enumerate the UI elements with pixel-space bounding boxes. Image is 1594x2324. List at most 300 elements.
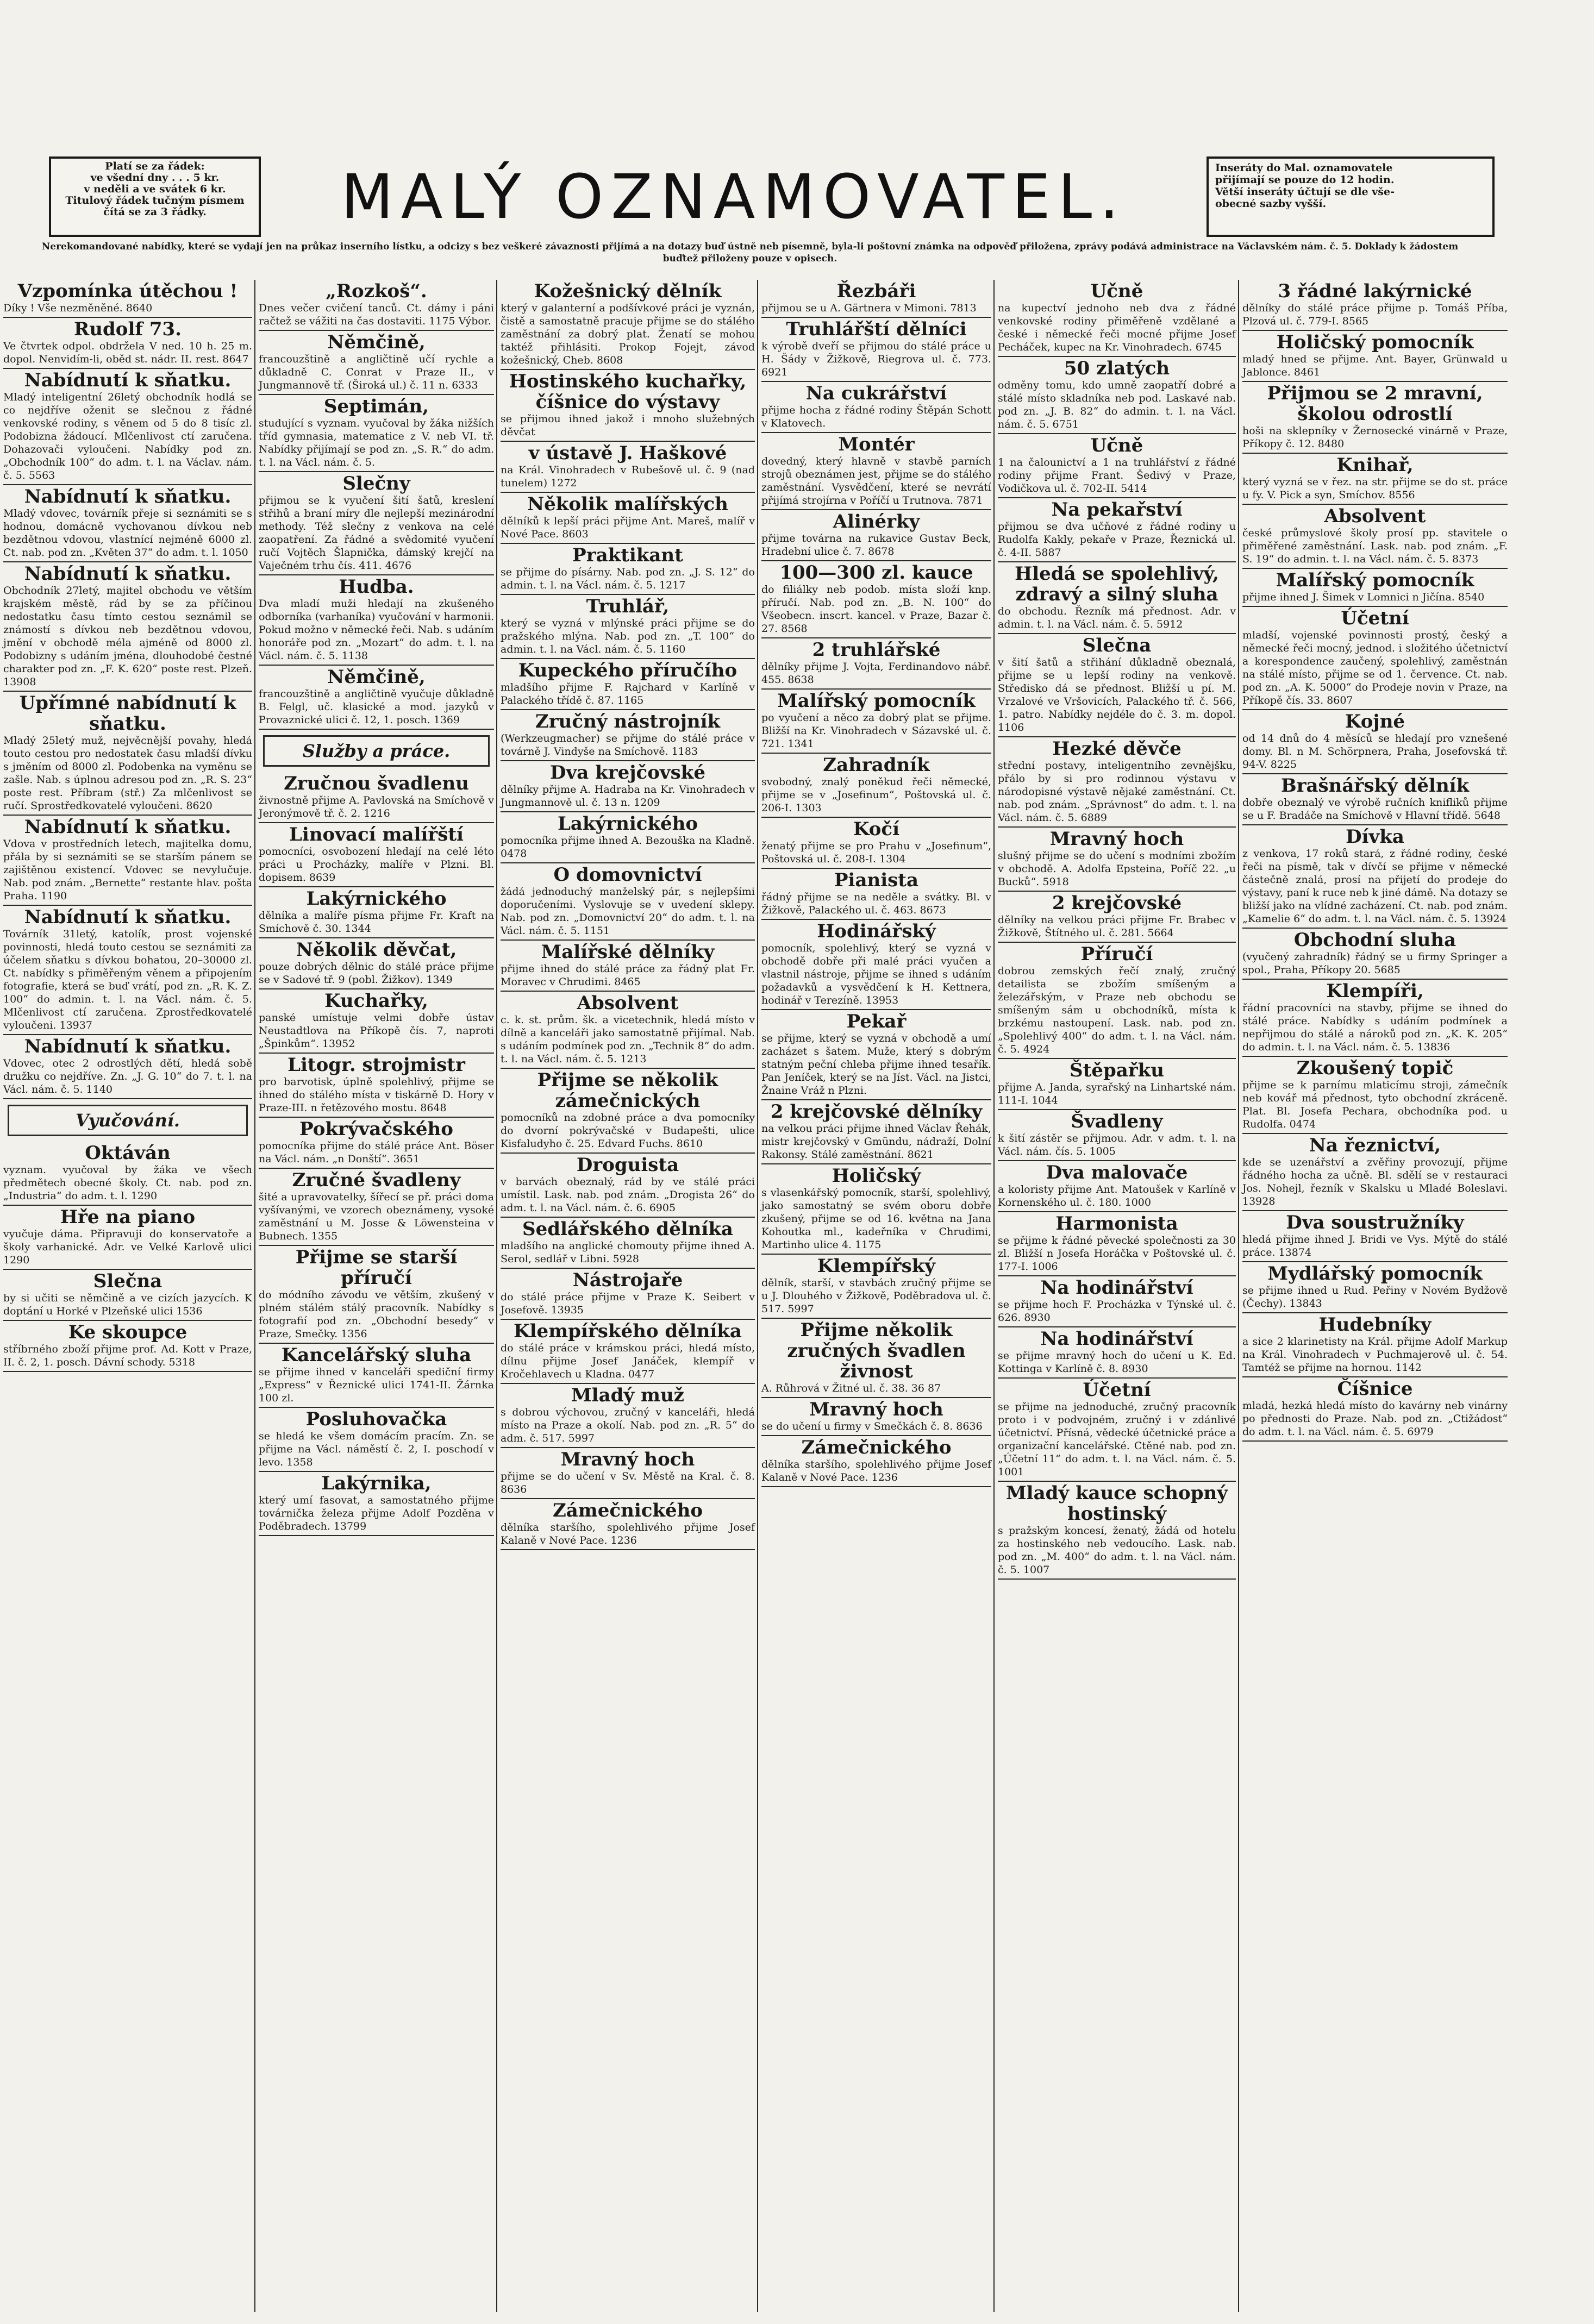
classified-ad (259, 666, 494, 730)
ad-title: Alinérky (833, 511, 920, 533)
ad-title: Hudba. (339, 576, 414, 598)
ad-body: dělníky na velkou práci přijme Fr. Brabec v Žižkově, Štítného ul. č. 281. 5664 (998, 914, 1236, 939)
ad-body: který vyzná se v řez. na str. přijme se do st. práce u fy. V. Pick a syn, Smíchov. 8556 (1242, 476, 1508, 501)
classified-ad (1242, 331, 1508, 382)
ad-title: Na hodinářství (1040, 1328, 1193, 1350)
ad-body: (Werkzeugmacher) se přijme do stálé práce v továrně J. Vindyše na Smíchově. 1183 (501, 732, 755, 757)
ad-title: Na hodinářství (1040, 1277, 1193, 1299)
ad-body: hoši na sklepníky v Žernosecké vinárně v Praze, Příkopy č. 12. 8480 (1242, 425, 1508, 450)
ad-body: mladšího na anglické chomouty přijme ihned A. Serol, sedlář v Libni. 5928 (501, 1240, 755, 1265)
classified-ad (998, 634, 1236, 737)
classified-ad (998, 943, 1236, 1059)
classified-ad (3, 906, 252, 1035)
classified-ad (3, 562, 252, 692)
ad-title: Nástrojaře (572, 1269, 683, 1291)
classified-ad (998, 1059, 1236, 1110)
classified-ad (998, 892, 1236, 943)
classified-ad (501, 1499, 755, 1550)
ad-title: Brašnářský dělník (1280, 775, 1470, 797)
ad-body: Vdova v prostředních letech, majitelka domu, přála by si seznámiti se se starším pánem se zajištěnou existencí. Vdovec se nevylučuje. Nab. pod znám. „Bernette“ restante hlav. pošta Praha. 1190 (3, 838, 252, 902)
ad-title: Nabídnutí k sňatku. (24, 369, 232, 391)
ad-title: Malířský pomocník (777, 690, 976, 712)
classified-ad (761, 869, 991, 920)
classified-ad (1242, 569, 1508, 607)
ad-body: přijmou se u A. Gärtnera v Mimoni. 7813 (761, 302, 977, 314)
classified-ad (501, 863, 755, 941)
classified-ad (501, 544, 755, 595)
ad-body: přijmou se k vyučení šití šatů, kreslení střihů a braní míry dle nejlepší mezinárodní methody. Též slečny z venkova na celé zaopatření. Za řádné a svědomité vyučení ručí Vojtěch Šlapnička, dámský krejčí na Vaječném trhu čís. 411. 4676 (259, 494, 494, 572)
ad-body: dělníka staršího, spolehlivého přijme Josef Kalaně v Nové Pace. 1236 (501, 1521, 755, 1546)
classified-ad (761, 1319, 991, 1398)
classified-ad (259, 887, 494, 938)
classified-ad (998, 828, 1236, 892)
ad-body: pomocníka přijme ihned A. Bezouška na Kladně. 0478 (501, 835, 755, 860)
ad-body: Továrník 31letý, katolík, prost vojenské povinnosti, hledá touto cestou se seznámiti za účelem sňatku s dívkou bohatou, 20–30000 zl. Ct. nabídky s přiměřeným věnem a připojením fotografie, která se buď vrátí, pod zn. „R. K. Z. 100“ do admin. t. l. na Václ. nám. č. 5. Mlčenlivost ctí zaručena. Zprostředkovatelé vyloučeni. 13937 (3, 928, 252, 1031)
classified-ad (3, 1035, 252, 1099)
classified-ad (1242, 1262, 1508, 1313)
ad-title: Několik malířských (527, 493, 728, 515)
ad-title: Kočí (853, 818, 900, 840)
ad-title: Truhlářští dělníci (786, 318, 967, 340)
ad-title: Posluhovačka (305, 1408, 447, 1430)
ad-title: Kancelářský sluha (281, 1344, 472, 1366)
ad-title: 100—300 zl. kauce (779, 562, 973, 584)
ad-column (255, 280, 497, 2312)
ad-title: Lakýrnického (557, 813, 698, 835)
classified-ad (501, 1069, 755, 1154)
classified-ad (1242, 382, 1508, 454)
ad-title: Litogr. strojmistr (287, 1054, 465, 1076)
classified-ad (501, 1269, 755, 1320)
deadline-box (1207, 156, 1495, 237)
ad-title: Hudebníky (1318, 1314, 1432, 1336)
ad-title: Zahradník (823, 754, 930, 776)
ad-body: se přijme na jednoduché, zručný pracovník proto i v podvojném, zručný i v zdánlivé účetnictví. Přísná, vědecké účetnické práce a organizační kancelářské. Ctěné nab. pod zn. „Účetní 11“ do adm. t. l. na Václ. nám. č. 5. 1001 (998, 1401, 1236, 1478)
ad-title: Oktáván (85, 1142, 171, 1164)
ad-body: Ve čtvrtek odpol. obdržela V ned. 10 h. 25 m. dopol. Nenvidím-li, oběd st. nádr. II. rest. 8647 (3, 340, 252, 365)
ad-title: Kupeckého příručího (518, 660, 737, 681)
ad-body: se přijme mravný hoch do učení u K. Ed. Kottinga v Karlíně č. 8. 8930 (998, 1350, 1236, 1375)
classified-ad (761, 382, 991, 433)
ad-body: se přijme ihned u Rud. Peřiny v Novém Bydžově (Čechy). 13843 (1242, 1285, 1508, 1310)
classified-ad (761, 1255, 991, 1319)
ad-title: Mravný hoch (560, 1449, 695, 1470)
ad-title: Zámečnického (801, 1437, 952, 1458)
classified-ad (761, 920, 991, 1010)
classified-ad (1242, 1313, 1508, 1377)
ad-title: v ústavě J. Haškové (528, 442, 727, 464)
ad-body: české průmyslové školy prosí pp. stavitele o přiměřené zaměstnání. Lask. nab. pod znám. „F. S. 19“ do admin. t. l. na Václ. nám. č. 5. 8373 (1242, 527, 1508, 565)
ad-title: Přijmou se 2 mravní, školou odrostlí (1267, 383, 1483, 425)
ad-body: který se vyzná v mlýnské práci přijme se do pražského mlýna. Nab. pod zn. „T. 100“ do admin. t. l. na Václ. nám. č. 5. 1160 (501, 617, 755, 655)
ad-title: Dívka (1346, 826, 1404, 848)
ad-title: Slečna (93, 1270, 162, 1292)
deadline-line: přijímají se pouze do 12 hodin. (1215, 174, 1395, 186)
classified-ad (761, 1436, 991, 1487)
ad-body: přijme se do učení v Sv. Městě na Kral. č. 8. 8636 (501, 1470, 755, 1495)
ad-body: francouzštině a angličtině vyučuje důkladně B. Felgl, uč. klasické a mod. jazyků v Provaznické ulici č. 12, 1. posch. 1369 (259, 688, 494, 726)
classified-ad (259, 1054, 494, 1118)
ad-title: Mydlářský pomocník (1267, 1263, 1483, 1285)
classified-ad (501, 992, 755, 1069)
ad-title: Sedlářského dělníka (522, 1218, 733, 1240)
ad-title: Kojné (1345, 711, 1405, 732)
classified-ad (259, 772, 494, 823)
ad-title: Kuchařky, (324, 990, 428, 1012)
ad-body: se přijme hoch F. Procházka v Týnské ul. č. 626. 8930 (998, 1299, 1236, 1324)
ad-body: který umí fasovat, a samostatného přijme továrnička železa přijme Adolf Pozděna v Poděbradech. 13799 (259, 1494, 494, 1532)
ad-body: do filiálky neb podob. místa složí knp. příručí. Nab. pod zn. „B. N. 100“ do Všeobecn. inscrt. kancel. v Praze, Bazar č. 27. 8568 (761, 584, 991, 635)
page-title: MALÝ OZNAMOVATEL. (341, 162, 1127, 233)
ad-title: Učně (1090, 435, 1143, 456)
ad-body: dobře obeznalý ve výrobě ručních knifliků přijme se u F. Bradáče na Smíchově v Hlavní třídě. 5648 (1242, 797, 1508, 822)
ad-body: francouzštině a angličtině učí rychle a důkladně C. Conrat v Praze II., v Jungmannově tř. (Široká ul.) č. 11 n. 6333 (259, 353, 494, 391)
ad-columns (0, 280, 1594, 2312)
ad-title: Nabídnutí k sňatku. (24, 1036, 232, 1057)
ad-body: z venkova, 17 roků stará, z řádné rodiny, české řeči na písmě, tak v dívčí se přijme v německé částečně znalá, prosí na přijetí do prodeje do výstavy, paní k ruce neb k jiné dámě. Na dotazy se bližší jako na vlídné zacházení. Ct. nab. pod znám. „Kamelie 6“ do adm. t. l. na Václ. nám. č. 5. 13924 (1242, 848, 1508, 925)
ad-body: slušný přijme se do učení s modními zbožím v obchodě. A. Adolfa Epsteina, Poříč 22. „u Bucků“. 5918 (998, 850, 1236, 888)
ad-body: do obchodu. Řezník má přednost. Adr. v admin. t. l. na Václ. nám. č. 5. 5912 (998, 605, 1236, 630)
ad-body: dělníka a malíře písma přijme Fr. Kraft na Smíchově č. 30. 1344 (259, 910, 494, 935)
ad-body: se přijme k řádné pěvecké společnosti za 30 zl. Bližší n Josefa Horáčka v Poštovské ul. č. 177-I. 1006 (998, 1235, 1236, 1273)
classified-ad (501, 280, 755, 370)
ad-title: Přijme se starší příručí (295, 1246, 458, 1289)
classified-ad (761, 1164, 991, 1255)
classified-ad (3, 692, 252, 816)
ad-title: Přijme několik zručných švadlen živnost (787, 1319, 966, 1382)
classified-ad (259, 1472, 494, 1536)
ad-body: vyznam. vyučoval by žáka ve všech předmětech obecné školy. Ct. nab. pod zn. „Industria“ do adm. t. l. 1290 (3, 1164, 252, 1202)
ad-title: Truhlář, (586, 596, 670, 617)
ad-title: Nabídnutí k sňatku. (24, 563, 232, 585)
ad-title: 2 krejčovské (1052, 892, 1182, 914)
ad-title: Nabídnutí k sňatku. (24, 816, 232, 838)
classified-ad (1242, 710, 1508, 774)
ad-body: řádní pracovníci na stavby, přijme se ihned do stálé práce. Nabídky s udáním podmínek a nepřijmou do stálé a nároků pod zn. „K. K. 205“ do admin. t. l. na Václ. nám. č. 5. 13836 (1242, 1002, 1508, 1053)
deadline-line: Inseráty do Mal. oznamovatele (1215, 162, 1393, 174)
classified-ad (259, 575, 494, 666)
pricing-line: Platí se za řádek: (105, 160, 205, 172)
classified-ad (501, 595, 755, 659)
classified-ad (761, 690, 991, 754)
ad-title: Upřímné nabídnutí k sňatku. (19, 692, 236, 735)
ad-title: 2 krejčovské dělníky (770, 1101, 983, 1123)
ad-title: Zručné švadleny (292, 1169, 461, 1191)
ad-body: panské umístuje velmi dobře ústav Neustadtlova na Příkopě čís. 7, naproti „Špinkům“. 13952 (259, 1012, 494, 1050)
ad-title: Pokrývačského (299, 1118, 453, 1140)
ad-body: přijme ihned J. Šimek v Lomnici n Jičína. 8540 (1242, 591, 1485, 603)
classified-ad (259, 280, 494, 331)
classified-ad (501, 1218, 755, 1269)
classified-ad (998, 434, 1236, 498)
pricing-line: v neděli a ve svátek 6 kr. (84, 183, 226, 195)
ad-body: svobodný, znalý poněkud řeči německé, přijme se v „Josefinum“, Poštovská ul. č. 206-I. 1303 (761, 776, 991, 814)
ad-title: Pianista (834, 869, 919, 891)
ad-title: Harmonista (1055, 1213, 1178, 1235)
classified-ad (259, 1118, 494, 1169)
classified-ad (3, 280, 252, 318)
classified-ad (998, 1161, 1236, 1212)
ad-column (758, 280, 995, 2312)
ad-title: Mravný hoch (1049, 828, 1184, 850)
ad-body: hledá přijme ihned J. Bridi ve Vys. Mýtě do stálé práce. 13874 (1242, 1233, 1508, 1258)
ad-title: Klempířského dělníka (514, 1320, 742, 1342)
ad-title: Slečny (342, 473, 410, 494)
ad-body: do stálé práce přijme v Praze K. Seibert v Josefově. 13935 (501, 1291, 755, 1316)
ad-title: Dva krejčovské (550, 762, 705, 784)
classified-ad (259, 989, 494, 1054)
ad-body: přijmou se dva učňové z řádné rodiny u Rudolfa Kakly, pekaře v Praze, Řeznická ul. č. 4-II. 5887 (998, 521, 1236, 559)
ad-body: mladšího přijme F. Rajchard v Karlíně v Palackého třídě č. 87. 1165 (501, 681, 755, 706)
classified-ad (761, 1398, 991, 1436)
ad-title: Učně (1090, 280, 1143, 302)
ad-body: střední postavy, inteligentního zevnějšku, přálo by si pro rodinnou výstavu v národopisné výstavě nějaké zaměstnání. Ct. nab. pod znám. „Správnost“ do adm. t. l. na Václ. nám. č. 5. 6889 (998, 760, 1236, 824)
ad-body: studující s vyznam. vyučoval by žáka nižších tříd gymnasia, matematice z V. neb VI. tř. Nabídky přijímají se pod zn. „S. R.“ do adm. t. l. na Václ. nám. č. 5. (259, 417, 494, 468)
ad-body: a koloristy přijme Ant. Matoušek v Karlíně v Kornenského ul. č. 180. 1000 (998, 1183, 1236, 1208)
ad-body: žádá jednoduchý manželský pár, s nejlepšími doporučeními. Vyslovuje se v uvedení sklepy. Nab. pod zn. „Domovnictví 20“ do adm. t. l. na Václ. nám. č. 5. 1151 (501, 886, 755, 937)
classified-ad (1242, 454, 1508, 505)
ad-column (995, 280, 1239, 2312)
ad-title: Montér (838, 434, 915, 455)
classified-ad (259, 938, 494, 989)
classified-ad (761, 1100, 991, 1164)
ad-title: Malířský pomocník (1276, 569, 1474, 591)
ad-title: Ke skoupce (68, 1321, 187, 1343)
ad-title: 2 truhlářské (812, 639, 941, 661)
ad-title: Praktikant (572, 544, 683, 566)
ad-body: s pražským koncesí, ženatý, žádá od hotelu za hostinského neb vedoucího. Lask. nab. pod zn. „M. 400“ do adm. t. l. na Václ. nám. č. 5. 1007 (998, 1525, 1236, 1576)
ad-body: dělníky přijme A. Hadraba na Kr. Vinohradech v Jungmannově ul. č. 13 n. 1209 (501, 784, 755, 809)
ad-title: Nabídnutí k sňatku. (24, 906, 232, 928)
classified-ad (3, 1270, 252, 1321)
ad-body: pomocníci, osvobození hledají na celé léto práci u Procházky, malíře v Plzni. Bl. dopisem. 8639 (259, 845, 494, 884)
ad-body: k šití zástěr se přijmou. Adr. v adm. t. l. na Václ. nám. čís. 5. 1005 (998, 1132, 1236, 1157)
ad-title: Na pekařství (1051, 499, 1183, 521)
ad-title: Mravný hoch (809, 1399, 943, 1420)
ad-title: Malířské dělníky (541, 941, 715, 963)
classified-ad (3, 1321, 252, 1372)
ad-body: Mladý inteligentní 26letý obchodník hodlá se co nejdříve oženit se slečnou z řádné venkovské rodiny, s věnem od 5 do 8 tisíc zl. Podobizna žádoucí. Mlčenlivost ctí zaručena. Dohazovači vyloučeni. Nabídky pod zn. „Obchodník 100“ do adm. t. l. na Václav. nám. č. 5. 5563 (3, 391, 252, 481)
classified-ad (3, 485, 252, 562)
classified-ad (1242, 280, 1508, 331)
ad-body: pomocník, spolehlivý, který se vyzná v obchodě dobře při malé práci vyučen a vlastnil nástroje, přijme se ihned s udáním požadavků a vysvědčení k H. Kettnera, hodinář v Terezíně. 13953 (761, 942, 991, 1006)
ad-title: Kožešnický dělník (534, 280, 722, 302)
ad-title: Holičský pomocník (1276, 331, 1474, 353)
ad-column (497, 280, 758, 2312)
classified-ad (501, 442, 755, 493)
ad-body: dobrou zemských řečí znalý, zručný detailista se zbožím smíšeným a železářským, v Praze neb obchodu se smíšeným sám u obchodníků, místa k brzkému nastoupení. Lask. nab. pod zn. „Spolehlivý 400“ do adm. t. l. na Václ. nám. č. 5. 4924 (998, 965, 1236, 1055)
ad-title: Mladý kauce schopný hostinský (1006, 1482, 1228, 1525)
ad-body: mladý hned se přijme. Ant. Bayer, Grünwald u Jablonce. 8461 (1242, 353, 1508, 378)
ad-title: Němčině, (327, 331, 426, 353)
header (11, 156, 1495, 241)
classified-ad (998, 1327, 1236, 1379)
ad-body: dovedný, který hlavně v stavbě parních strojů obeznámen jest, přijme se do stálého zaměstnání. Vysvědčení, které se nevrátí přijímá strojírna v Poříčí u Trutnova. 7871 (761, 455, 991, 506)
ad-body: se přijme ihned v kanceláři spediční firmy „Express“ v Řeznické ulici 1741-II. Žárnka 100 zl. (259, 1366, 494, 1404)
ad-body: po vyučení a něco za dobrý plat se přijme. Bližší na Kr. Vinohradech v Sázavské ul. č. 721. 1341 (761, 712, 991, 750)
ad-title: Rudolf 73. (74, 318, 182, 340)
ad-title: Účetní (1083, 1379, 1151, 1401)
ad-title: Několik děvčat, (296, 939, 457, 961)
ad-body: s vlasenkářský pomocník, starší, spolehlivý, jako samostatný se svém oboru dobře zkušený, přijme se od 16. května na Jana Kohoutka ml., kadeřníka v Chrudimi, Martinho ulice 4. 1175 (761, 1187, 991, 1251)
classified-ad (998, 1110, 1236, 1161)
classified-ad (1242, 1211, 1508, 1262)
ad-title: Septimán, (323, 396, 429, 417)
ad-body: přijme A. Janda, syrařský na Linhartské nám. 111-I. 1044 (998, 1081, 1236, 1106)
ad-title: Nabídnutí k sňatku. (24, 486, 232, 508)
section-heading: Vyučování. (8, 1105, 248, 1136)
ad-body: Dnes večer cvičení tanců. Ct. dámy i páni račtež se vážiti na čas dostaviti. 1175 Výbor. (259, 302, 494, 327)
pricing-line: Titulový řádek tučným písmem (65, 195, 245, 206)
classified-ad (259, 1246, 494, 1344)
ad-body: Mladý 25letý muž, nejvěcnější povahy, hledá touto cestou pro nedostatek času mladší dívku s jměním od 8000 zl. Podobenka na vyměnu se zašle. Nab. s úplnou adresou pod zn. „R. S. 23“ poste rest. Příbram (stř.) Za mlčenlivost se ručí. Sprostředkovatelé vyloučeni. 8620 (3, 735, 252, 812)
ad-body: pro barvotisk, úplně spolehlivý, přijme se ihned do stálého místa v tiskárně D. Hory v Praze-III. n řetězového mostu. 8648 (259, 1076, 494, 1114)
classified-ad (501, 370, 755, 442)
classified-ad (501, 710, 755, 761)
classified-ad (259, 1408, 494, 1472)
ad-title: Dva malovače (1046, 1162, 1188, 1183)
classified-ad (3, 1142, 252, 1206)
deadline-line: obecné sazby vyšší. (1215, 198, 1327, 210)
ad-body: přijme se k parnímu mlaticímu stroji, zámečník neb kovář má přednost, tyto obchodní zkráceně. Plat. Bl. Josefa Pechara, obchodníka pod. u Rudolfa. 0474 (1242, 1079, 1508, 1130)
ad-title: Zručný nástrojník (535, 711, 721, 732)
ad-body: Díky ! Vše nezměněné. 8640 (3, 302, 153, 314)
ad-body: v barvách obeznalý, rád by ve stálé práci umístil. Lask. nab. pod znám. „Drogista 26“ do adm. t. l. na Václ. nám. č. 6. 6905 (501, 1176, 755, 1214)
header-notice: Nerekomandované nabídky, které se vydají jen na průkaz inserního lístku, a odcizy s bez veškeré závaznosti přijímá a na dotazy buď ústně neb písemně, byla-li poštovní známka na odpověď přiložena, zprávy podává administrace na Václavském nám. č. 5. Doklady k žádostem buďtež přiloženy pouze v opisech. (41, 241, 1459, 264)
classified-ad (1242, 825, 1508, 929)
classified-ad (998, 1379, 1236, 1482)
classified-ad (761, 638, 991, 690)
ad-body: pomocníka přijme do stálé práce Ant. Böser na Václ. nám. „n Donští“. 3651 (259, 1140, 494, 1165)
ad-title: Hostinského kuchařky, číšnice do výstavy (509, 371, 747, 413)
ad-title: Lakýrnika, (321, 1473, 432, 1494)
ad-title: Příručí (1080, 943, 1153, 965)
ad-title: „Rozkoš“. (326, 280, 427, 302)
ad-body: mladá, hezká hledá místo do kavárny neb vinárny po přednosti do Praze. Nab. pod zn. „Ctižádost“ do adm. t. l. na Václ. nám. č. 5. 6979 (1242, 1400, 1508, 1438)
classified-ad (761, 433, 991, 510)
ad-title: O domovnictví (553, 864, 702, 886)
classified-ad (501, 1448, 755, 1499)
ad-title: Štěpařku (1070, 1060, 1164, 1081)
ad-title: Číšnice (1337, 1378, 1413, 1400)
ad-title: Účetní (1341, 607, 1409, 629)
ad-body: pomocníků na zdobné práce a dva pomocníky do dvorní pokrývačské v Budapešti, ulice Kisfaludyho č. 25. Edvard Fuchs. 8610 (501, 1112, 755, 1150)
pricing-line: ve všední dny . . . 5 kr. (90, 172, 220, 184)
ad-body: 1 na čalounictví a 1 na truhlářství z řádné rodiny přijme Frant. Šedivý v Praze, Vodičkova ul. č. 702-II. 5414 (998, 456, 1236, 494)
ad-title: Zkoušený topič (1296, 1057, 1454, 1079)
ad-title: Na řeznictví, (1309, 1135, 1441, 1156)
ad-title: Linovací malířští (289, 824, 464, 845)
ad-title: Švadleny (1071, 1111, 1163, 1132)
ad-title: Klempíři, (1326, 980, 1424, 1002)
ad-body: by si učiti se němčině a ve cizích jazycích. K doptání u Horké v Plzeňské ulici 1536 (3, 1292, 252, 1317)
ad-body: Vdovec, otec 2 odrostlých dětí, hledá sobě družku co nejdříve. Zn. „J. G. 10“ do 7. t. l. na Václ. nám. č. 5. 1140 (3, 1057, 252, 1095)
ad-body: který v galanterní a podšívkové práci je vyznán, čistě a samostatně pracuje přijme se do stálého zaměstnání za dobrý plat. Ženatí se mohou taktéž přihlásiti. Prokop Fojejt, závod kožešnický, Cheb. 8608 (501, 302, 755, 366)
ad-title: Zručnou švadlenu (284, 773, 469, 794)
classified-ad (998, 737, 1236, 828)
classified-ad (998, 357, 1236, 434)
classified-ad (259, 1344, 494, 1408)
ad-title: Obchodní sluha (1293, 929, 1457, 951)
ad-title: Dva soustružníky (1286, 1212, 1464, 1233)
ad-body: v šití šatů a střihání důkladně obeznalá, přijme se u lepší rodiny na venkově. Středisko dá se přednost. Bližší u pí. M. Vrzalové ve Vršovicích, Palackého tř. č. 566, 1. patro. Nabídky nejdéle do č. 3. m. dopol. 1106 (998, 656, 1236, 734)
classified-ad (761, 818, 991, 869)
ad-title: Vzpomínka útěchou ! (17, 280, 238, 302)
ad-title: Přijme se několik zámečnických (537, 1069, 718, 1112)
ad-body: pouze dobrých dělnic do stálé práce přijme se v Sadové tř. 9 (pobl. Žižkov). 1349 (259, 961, 494, 986)
ad-title: Hodinářský (817, 920, 936, 942)
section-heading: Služby a práce. (263, 735, 490, 767)
ad-body: A. Růhrová v Žitné ul. č. 38. 36 87 (761, 1382, 941, 1394)
ad-body: přijme továrna na rukavice Gustav Beck, Hradební ulice č. 7. 8678 (761, 533, 991, 557)
classified-ad (3, 318, 252, 369)
ad-title: 50 zlatých (1064, 358, 1170, 379)
ad-body: se přijme, který se vyzná v obchodě a umí zacházet s šatem. Muže, který s dobrým statným peční chleba přijme ihned tesařík. Pan Jeníček, který se na Jíst. Václ. na Jistci, Žnaine Vráž n Plzni. (761, 1032, 991, 1097)
ad-body: se do učení u firmy v Smečkách č. 8. 8636 (761, 1420, 983, 1432)
ad-body: od 14 dnů do 4 měsíců se hledají pro vznešené domy. Bl. n M. Schörpnera, Praha, Josefovská tř. 94-V. 8225 (1242, 732, 1508, 771)
ad-title: Zámečnického (552, 1500, 703, 1521)
ad-body: kde se uzenářství a zvěřiny provozují, přijme řádného hocha za učně. Bl. sdělí se v restauraci Jos. Nohejl, řezník v Skalsku u Mladé Boleslavi. 13928 (1242, 1156, 1508, 1207)
ad-body: vyučuje dáma. Připravuji do konservatoře a školy varhanické. Adr. ve Velké Karlově ulici 1290 (3, 1228, 252, 1266)
ad-body: na kupectví jednoho neb dva z řádné venkovské rodiny přiměřeně vzdělané a české i německé řeči mocné přijme Josef Pecháček, kupec na Kr. Vinohradech. 6745 (998, 302, 1236, 353)
classified-ad (501, 659, 755, 710)
classified-ad (501, 761, 755, 812)
classified-ad (3, 1206, 252, 1270)
classified-ad (501, 1154, 755, 1218)
ad-title: Mladý muž (571, 1385, 684, 1406)
classified-ad (1242, 929, 1508, 980)
classified-ad (1242, 774, 1508, 825)
classified-ad (3, 816, 252, 906)
ad-body: na velkou práci přijme ihned Václav Řehák, mistr krejčovský v Gmündu, nádraží, Dolní Rakonsy. Stálé zaměstnání. 8621 (761, 1123, 991, 1161)
ad-body: šité a upravovatelky, šířecí se př. práci doma vyšívanými, ve vzorech obeznámeny, vysoké zaměstnání u M. Josse & Löwensteina v Bubnech. 1355 (259, 1191, 494, 1242)
ad-body: řádný přijme se na neděle a svátky. Bl. v Žižkově, Palackého ul. č. 463. 8673 (761, 891, 991, 916)
ad-body: na Král. Vinohradech v Rubešově ul. č. 9 (nad tunelem) 1272 (501, 464, 755, 489)
ad-title: Hře na piano (60, 1206, 196, 1228)
ad-column (0, 280, 255, 2312)
classified-ad (998, 498, 1236, 562)
classified-ad (1242, 980, 1508, 1057)
ad-body: stříbrného zboží přijme prof. Ad. Kott v Praze, II. č. 2, 1. posch. Dávní schody. 5318 (3, 1343, 252, 1368)
ad-title: Slečna (1082, 635, 1152, 656)
ad-body: se přijmou ihned jakož i mnoho služebných děvčat (501, 413, 755, 438)
classified-ad (1242, 1057, 1508, 1134)
ad-body: do módního závodu ve větším, zkušený v plném stálém stálý pracovník. Nabídky s fotografií pod zn. „Obchodní besedy“ v Praze, Smečky. 1356 (259, 1289, 494, 1340)
ad-title: Němčině, (327, 666, 426, 688)
ad-body: dělníka staršího, spolehlivého přijme Josef Kalaně v Nové Pace. 1236 (761, 1458, 991, 1483)
ad-body: přijme ihned do stálé práce za řádný plat Fr. Moravec v Chrudimi. 8465 (501, 963, 755, 988)
ad-title: Holičský (832, 1165, 921, 1187)
classified-ad (761, 1010, 991, 1100)
ad-body: ženatý přijme se pro Prahu v „Josefinum“, Poštovská ul. č. 208-I. 1304 (761, 840, 991, 865)
ad-title: Klempířský (817, 1255, 936, 1277)
classified-ad (998, 562, 1236, 634)
ad-title: Hledá se spolehlivý, zdravý a silný sluha (1015, 563, 1219, 605)
classified-ad (998, 1276, 1236, 1327)
ad-body: c. k. st. prům. šk. a vicetechnik, hledá místo v dílně a kanceláři jako samostatně přijímal. Nab. s udáním podmínek pod zn. „Technik 8“ do adm. t. l. na Václ. nám. č. 5. 1213 (501, 1014, 755, 1065)
ad-body: dělníky do stálé práce přijme p. Tomáš Příba, Plzová ul. č. 779-I. 8565 (1242, 302, 1508, 327)
classified-ad (501, 493, 755, 544)
classified-ad (259, 1169, 494, 1246)
classified-ad (501, 812, 755, 863)
ad-body: živnostně přijme A. Pavlovská na Smíchově v Jeronýmově tř. č. 2. 1216 (259, 794, 494, 819)
classified-ad (761, 510, 991, 561)
ad-body: odměny tomu, kdo umně zaopatří dobré a stálé místo skladníka neb pod. Laskavé nab. pod zn. „J. B. 82“ do admin. t. l. na Václ. nám. č. 5. 6751 (998, 379, 1236, 430)
classified-ad (1242, 607, 1508, 710)
ad-title: Absolvent (1324, 505, 1426, 527)
classified-ad (998, 280, 1236, 357)
classified-ad (3, 369, 252, 485)
